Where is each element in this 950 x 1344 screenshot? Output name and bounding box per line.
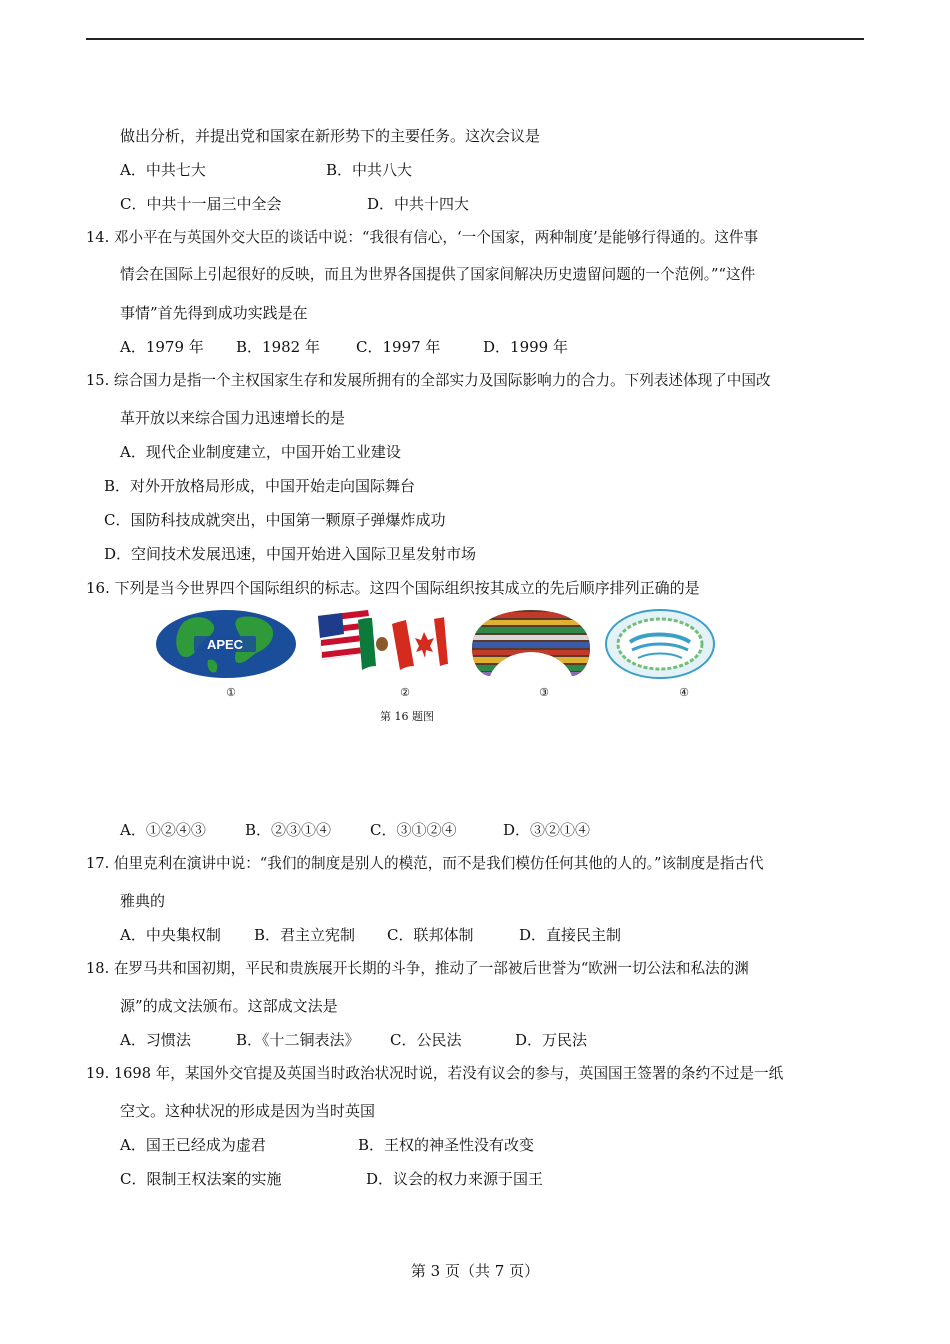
q17-line-1: 17. 伯里克利在演讲中说：“我们的制度是别人的模范，而不是我们模仿任何其他的人的。”该制度是指古代	[86, 855, 764, 872]
q15-option-a: A．现代企业制度建立，中国开始工业建设	[120, 443, 401, 461]
q18-line-2: 源”的成文法颁布。这部成文法是	[120, 997, 338, 1015]
q16-line-1: 16. 下列是当今世界四个国际组织的标志。这四个国际组织按其成立的先后顺序排列正确的是	[86, 579, 700, 597]
q17-option-c: C．联邦体制	[387, 926, 474, 944]
q19-line-1: 19. 1698 年，某国外交官提及英国当时政治状况时说，若没有议会的参与，英国国王签署的条约不过是一纸	[86, 1065, 784, 1082]
q19-option-a: A．国王已经成为虚君	[120, 1136, 266, 1154]
q14-option-d: D．1999 年	[483, 338, 568, 356]
q16-option-b: B．②③①④	[245, 821, 332, 839]
q19-option-d: D．议会的权力来源于国王	[366, 1170, 544, 1188]
nafta-flags-icon	[312, 608, 452, 680]
q18-option-b: B．《十二铜表法》	[236, 1031, 360, 1049]
q14-line-1: 14. 邓小平在与英国外交大臣的谈话中说：“我很有信心，‘一个国家，两种制度’是能够行得通的。这件事	[86, 229, 759, 246]
q14-option-c: C．1997 年	[356, 338, 441, 356]
q15-option-b: B．对外开放格局形成，中国开始走向国际舞台	[104, 477, 416, 495]
q15-line-2: 革开放以来综合国力迅速增长的是	[120, 409, 346, 427]
q18-line-1: 18. 在罗马共和国初期，平民和贵族展开长期的斗争，推动了一部被后世誉为“欧洲一切公法和私法的渊	[86, 960, 749, 977]
q15-option-c: C．国防科技成就突出，中国第一颗原子弹爆炸成功	[104, 511, 446, 529]
q16-option-a: A．①②④③	[120, 821, 206, 839]
q17-option-b: B．君主立宪制	[254, 926, 356, 944]
q13-option-a: A．中共七大	[120, 161, 206, 179]
q13-option-b: B．中共八大	[326, 161, 413, 179]
page-number-footer: 第 3 页（共 7 页）	[410, 1262, 540, 1280]
q14-option-a: A．1979 年	[120, 338, 204, 356]
q14-option-b: B．1982 年	[236, 338, 320, 356]
apec-globe-icon	[154, 608, 298, 680]
apec-logo-text: APEC	[206, 637, 244, 652]
q16-option-d: D．③②①④	[503, 821, 591, 839]
figure-label-2: ②	[400, 686, 410, 699]
q17-option-d: D．直接民主制	[519, 926, 622, 944]
q18-option-a: A．习惯法	[120, 1031, 191, 1049]
q17-option-a: A．中央集权制	[120, 926, 221, 944]
q13-text: 做出分析，并提出党和国家在新形势下的主要任务。这次会议是	[120, 127, 541, 145]
q16-option-c: C．③①②④	[370, 821, 457, 839]
q17-line-2: 雅典的	[120, 892, 166, 910]
q18-option-d: D．万民法	[515, 1031, 588, 1049]
q14-line-2: 情会在国际上引起很好的反映，而且为世界各国提供了国家间解决历史遗留问题的一个范例。”“这件	[120, 266, 756, 283]
q14-line-3: 事情”首先得到成功实践是在	[120, 304, 308, 322]
q19-option-c: C．限制王权法案的实施	[120, 1170, 282, 1188]
figure-caption: 第 16 题图	[380, 710, 434, 723]
q15-line-1: 15. 综合国力是指一个主权国家生存和发展所拥有的全部实力及国际影响力的合力。下列表述体现了中国改	[86, 372, 771, 389]
q19-line-2: 空文。这种状况的形成是因为当时英国	[120, 1102, 376, 1120]
figure-label-1: ①	[226, 686, 236, 699]
q13-option-c: C．中共十一届三中全会	[120, 195, 282, 213]
patterned-arch-logo-icon	[468, 608, 594, 680]
figure-label-4: ④	[679, 686, 689, 699]
q13-option-d: D．中共十四大	[367, 195, 470, 213]
q15-option-d: D．空间技术发展迅速，中国开始进入国际卫星发射市场	[104, 545, 477, 563]
figure-label-3: ③	[539, 686, 549, 699]
q18-option-c: C．公民法	[390, 1031, 462, 1049]
header-rule	[86, 38, 864, 40]
q16-figure	[150, 608, 730, 728]
sco-emblem-icon	[604, 608, 716, 680]
q19-option-b: B．王权的神圣性没有改变	[358, 1136, 535, 1154]
